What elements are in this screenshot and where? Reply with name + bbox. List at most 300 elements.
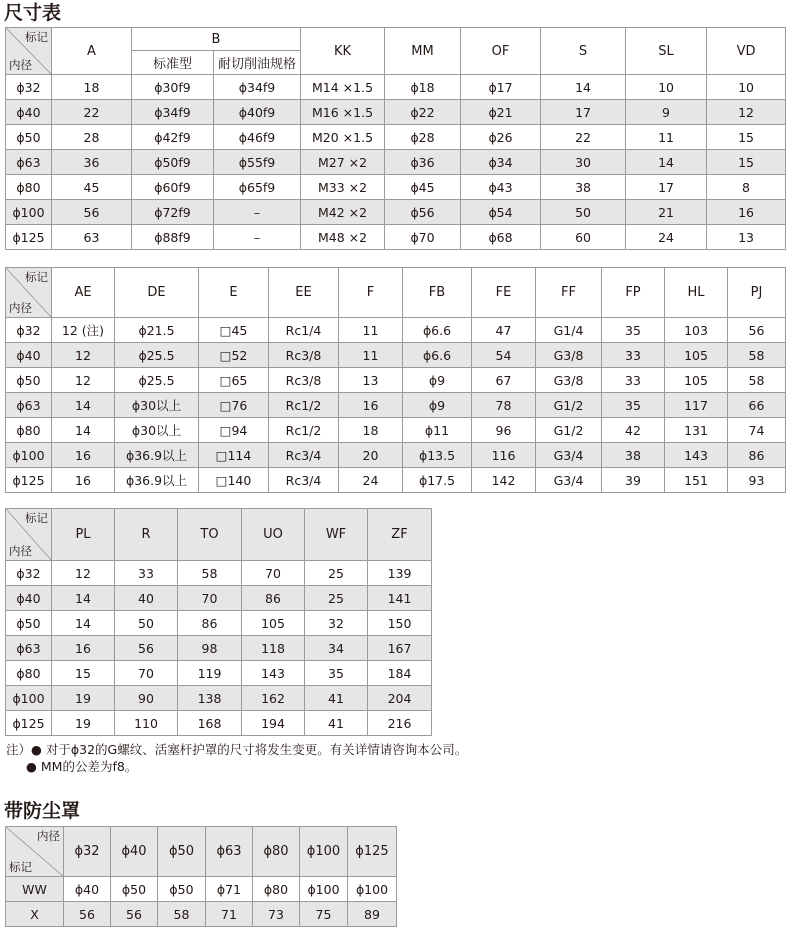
column-header: OF — [461, 28, 541, 75]
row-label-cell: ϕ100 — [6, 686, 52, 711]
table-cell: 16 — [52, 468, 115, 493]
table-row — [6, 100, 786, 125]
table-cell: 38 — [602, 443, 665, 468]
table-cell: G3/4 — [536, 443, 602, 468]
table-cell: 105 — [665, 343, 728, 368]
corner-label-bore: 内径 — [37, 829, 60, 843]
table-cell: 24 — [626, 225, 707, 250]
table-cell: □94 — [199, 418, 269, 443]
column-header: A — [52, 28, 132, 75]
table-cell: 118 — [242, 636, 305, 661]
corner-label-bore: 内径 — [9, 58, 32, 72]
table-cell: G1/2 — [536, 418, 602, 443]
table-cell: G3/8 — [536, 368, 602, 393]
table-cell: – — [214, 200, 301, 225]
row-label-cell: ϕ63 — [6, 393, 52, 418]
table-cell: ϕ55f9 — [214, 150, 301, 175]
table-cell: Rc3/4 — [269, 468, 339, 493]
table-cell: 18 — [339, 418, 403, 443]
table-cell: 10 — [626, 75, 707, 100]
table-cell: 70 — [115, 661, 178, 686]
table-cell: 21 — [626, 200, 707, 225]
table-cell: 93 — [728, 468, 786, 493]
corner-label-mark: 标记 — [9, 860, 32, 874]
corner-header-cell — [6, 509, 52, 561]
table-cell: 58 — [728, 368, 786, 393]
corner-label-mark: 标记 — [25, 270, 48, 284]
corner-header-cell — [6, 827, 64, 877]
table-cell: ϕ36 — [385, 150, 461, 175]
table-cell: 8 — [707, 175, 786, 200]
row-label-cell: ϕ40 — [6, 586, 52, 611]
table-cell: G1/2 — [536, 393, 602, 418]
table-cell: M48 ×2 — [301, 225, 385, 250]
table-cell: 12 — [707, 100, 786, 125]
table-cell: ϕ36.9以上 — [115, 443, 199, 468]
table-cell: 117 — [665, 393, 728, 418]
row-label-cell: ϕ32 — [6, 75, 52, 100]
table-cell: 41 — [305, 686, 368, 711]
table-cell: ϕ30f9 — [132, 75, 214, 100]
table-cell: ϕ100 — [300, 877, 348, 902]
table-cell: ϕ71 — [206, 877, 253, 902]
table-row — [6, 661, 432, 686]
row-label-cell: ϕ50 — [6, 368, 52, 393]
row-label-cell: ϕ32 — [6, 561, 52, 586]
table-cell: ϕ21.5 — [115, 318, 199, 343]
table-cell: 14 — [626, 150, 707, 175]
table-cell: Rc3/8 — [269, 343, 339, 368]
section-title-dust-cover: 带防尘罩 — [4, 800, 81, 822]
table-cell: 105 — [242, 611, 305, 636]
table-cell: Rc1/2 — [269, 393, 339, 418]
table-cell: □65 — [199, 368, 269, 393]
table-cell: 13 — [707, 225, 786, 250]
table-cell: 90 — [115, 686, 178, 711]
table-cell: 56 — [115, 636, 178, 661]
table-cell: 22 — [52, 100, 132, 125]
table-cell: 19 — [52, 711, 115, 736]
table-cell: ϕ46f9 — [214, 125, 301, 150]
table-cell: ϕ50 — [111, 877, 158, 902]
row-label-cell: ϕ32 — [6, 318, 52, 343]
table-cell: ϕ45 — [385, 175, 461, 200]
table-cell: M20 ×1.5 — [301, 125, 385, 150]
table-cell: 184 — [368, 661, 432, 686]
table-cell: ϕ36.9以上 — [115, 468, 199, 493]
table-cell: 89 — [348, 902, 397, 927]
table-cell: 63 — [52, 225, 132, 250]
row-label-cell: ϕ40 — [6, 100, 52, 125]
table-cell: ϕ18 — [385, 75, 461, 100]
table-cell: 35 — [602, 318, 665, 343]
table-cell: G1/4 — [536, 318, 602, 343]
table-cell: 56 — [728, 318, 786, 343]
table-cell: 41 — [305, 711, 368, 736]
table-cell: ϕ40f9 — [214, 100, 301, 125]
column-header: DE — [115, 268, 199, 318]
table-cell: 58 — [178, 561, 242, 586]
table-cell: 16 — [52, 636, 115, 661]
table-cell: 22 — [541, 125, 626, 150]
row-label-cell: ϕ50 — [6, 125, 52, 150]
table-row — [6, 150, 786, 175]
table-cell: 35 — [305, 661, 368, 686]
row-label-cell: ϕ80 — [6, 661, 52, 686]
table-cell: ϕ6.6 — [403, 343, 472, 368]
table-cell: 86 — [242, 586, 305, 611]
table-cell: 216 — [368, 711, 432, 736]
column-header: VD — [707, 28, 786, 75]
table-cell: 96 — [472, 418, 536, 443]
table-cell: 42 — [602, 418, 665, 443]
table-cell: 18 — [52, 75, 132, 100]
table-cell: 141 — [368, 586, 432, 611]
table-cell: 12 — [52, 368, 115, 393]
table-cell: 162 — [242, 686, 305, 711]
table-cell: 139 — [368, 561, 432, 586]
dust-cover-table — [5, 826, 397, 927]
table-row — [6, 125, 786, 150]
table-cell: ϕ21 — [461, 100, 541, 125]
table-cell: □45 — [199, 318, 269, 343]
table-cell: 45 — [52, 175, 132, 200]
table-row — [6, 368, 786, 393]
table-row — [6, 902, 397, 927]
corner-label-mark: 标记 — [25, 511, 48, 525]
column-header: FF — [536, 268, 602, 318]
column-header: KK — [301, 28, 385, 75]
table-cell: 12 (注) — [52, 318, 115, 343]
column-header: TO — [178, 509, 242, 561]
table2-body — [6, 318, 786, 493]
table-cell: 70 — [242, 561, 305, 586]
table-cell: ϕ28 — [385, 125, 461, 150]
table-cell: 47 — [472, 318, 536, 343]
table-cell: ϕ17 — [461, 75, 541, 100]
column-header: FP — [602, 268, 665, 318]
table-cell: 28 — [52, 125, 132, 150]
table-row — [6, 561, 432, 586]
column-header: ZF — [368, 509, 432, 561]
table-cell: 204 — [368, 686, 432, 711]
row-label-cell: ϕ100 — [6, 200, 52, 225]
table-cell: 14 — [52, 418, 115, 443]
column-header: MM — [385, 28, 461, 75]
notes — [6, 741, 467, 775]
row-label-cell: ϕ80 — [6, 175, 52, 200]
table-cell: 16 — [707, 200, 786, 225]
row-label-cell: ϕ50 — [6, 611, 52, 636]
table-cell: 35 — [602, 393, 665, 418]
dimension-table-3 — [5, 508, 432, 736]
table-cell: ϕ43 — [461, 175, 541, 200]
corner-header-cell — [6, 28, 52, 75]
table-row — [6, 318, 786, 343]
table-cell: M42 ×2 — [301, 200, 385, 225]
row-label-cell: ϕ100 — [6, 443, 52, 468]
table-cell: ϕ6.6 — [403, 318, 472, 343]
table-cell: □140 — [199, 468, 269, 493]
table-cell: 70 — [178, 586, 242, 611]
table-cell: ϕ50f9 — [132, 150, 214, 175]
table-row — [6, 468, 786, 493]
table-cell: 12 — [52, 343, 115, 368]
column-header: E — [199, 268, 269, 318]
table-cell: 167 — [368, 636, 432, 661]
table-cell: M14 ×1.5 — [301, 75, 385, 100]
table-cell: 151 — [665, 468, 728, 493]
table-cell: ϕ25.5 — [115, 368, 199, 393]
row-label-cell: ϕ80 — [6, 418, 52, 443]
table-cell: 33 — [602, 343, 665, 368]
table-cell: ϕ9 — [403, 368, 472, 393]
table-cell: ϕ42f9 — [132, 125, 214, 150]
section-title-dimensions: 尺寸表 — [4, 2, 62, 24]
table-cell: – — [214, 225, 301, 250]
table-row — [6, 75, 786, 100]
table-cell: ϕ26 — [461, 125, 541, 150]
table-cell: □52 — [199, 343, 269, 368]
table-cell: 9 — [626, 100, 707, 125]
table-cell: □114 — [199, 443, 269, 468]
column-header: R — [115, 509, 178, 561]
table-cell: ϕ40 — [64, 877, 111, 902]
table-row — [6, 443, 786, 468]
table-cell: 168 — [178, 711, 242, 736]
column-header: ϕ63 — [206, 827, 253, 877]
table-cell: G3/8 — [536, 343, 602, 368]
column-header: FE — [472, 268, 536, 318]
row-label-cell: WW — [6, 877, 64, 902]
row-label-cell: X — [6, 902, 64, 927]
table-cell: 66 — [728, 393, 786, 418]
table-cell: 50 — [115, 611, 178, 636]
table-cell: ϕ100 — [348, 877, 397, 902]
table-cell: 143 — [242, 661, 305, 686]
table-cell: 14 — [52, 611, 115, 636]
column-header: SL — [626, 28, 707, 75]
table-cell: 60 — [541, 225, 626, 250]
table-cell: Rc3/8 — [269, 368, 339, 393]
table-cell: ϕ17.5 — [403, 468, 472, 493]
column-header: ϕ100 — [300, 827, 348, 877]
column-subheader: 耐切削油规格 — [214, 51, 301, 75]
corner-label-mark: 标记 — [25, 30, 48, 44]
table-cell: 50 — [541, 200, 626, 225]
table-cell: ϕ30以上 — [115, 393, 199, 418]
table-row — [6, 343, 786, 368]
column-header: ϕ125 — [348, 827, 397, 877]
table-cell: 16 — [339, 393, 403, 418]
table-cell: 11 — [626, 125, 707, 150]
table-cell: 142 — [472, 468, 536, 493]
column-header: PL — [52, 509, 115, 561]
column-header: ϕ32 — [64, 827, 111, 877]
table-cell: 56 — [64, 902, 111, 927]
table-cell: 143 — [665, 443, 728, 468]
table-cell: 30 — [541, 150, 626, 175]
table-cell: ϕ68 — [461, 225, 541, 250]
row-label-cell: ϕ125 — [6, 711, 52, 736]
table-cell: ϕ34 — [461, 150, 541, 175]
table-cell: 15 — [707, 150, 786, 175]
column-subheader: 标准型 — [132, 51, 214, 75]
table-cell: 36 — [52, 150, 132, 175]
table-cell: ϕ80 — [253, 877, 300, 902]
table-cell: 58 — [728, 343, 786, 368]
table1-body — [6, 75, 786, 250]
table-cell: ϕ34f9 — [214, 75, 301, 100]
table-cell: ϕ70 — [385, 225, 461, 250]
column-header: WF — [305, 509, 368, 561]
table-cell: 86 — [728, 443, 786, 468]
table-cell: ϕ88f9 — [132, 225, 214, 250]
table-cell: 131 — [665, 418, 728, 443]
table-cell: 73 — [253, 902, 300, 927]
table-row — [6, 711, 432, 736]
table-cell: 150 — [368, 611, 432, 636]
table-row — [6, 200, 786, 225]
column-header: FB — [403, 268, 472, 318]
table-cell: 138 — [178, 686, 242, 711]
table-cell: 98 — [178, 636, 242, 661]
table-cell: 14 — [52, 393, 115, 418]
table-cell: 116 — [472, 443, 536, 468]
table-cell: 103 — [665, 318, 728, 343]
dimension-table-1 — [5, 27, 786, 250]
dimension-table-2 — [5, 267, 786, 493]
table-cell: □76 — [199, 393, 269, 418]
table-cell: 78 — [472, 393, 536, 418]
table-row — [6, 175, 786, 200]
table-cell: ϕ72f9 — [132, 200, 214, 225]
table-cell: Rc3/4 — [269, 443, 339, 468]
table-cell: 54 — [472, 343, 536, 368]
table-cell: 20 — [339, 443, 403, 468]
table-cell: Rc1/4 — [269, 318, 339, 343]
table-cell: ϕ54 — [461, 200, 541, 225]
table-cell: 15 — [52, 661, 115, 686]
table4-body — [6, 877, 397, 927]
table-row — [6, 225, 786, 250]
table-cell: 67 — [472, 368, 536, 393]
column-header: AE — [52, 268, 115, 318]
column-header: ϕ50 — [158, 827, 206, 877]
table-cell: 56 — [111, 902, 158, 927]
table-row — [6, 586, 432, 611]
corner-header-cell — [6, 268, 52, 318]
column-header: UO — [242, 509, 305, 561]
column-header: ϕ80 — [253, 827, 300, 877]
note-line: ● MM的公差为f8。 — [26, 759, 138, 774]
row-label-cell: ϕ63 — [6, 150, 52, 175]
row-label-cell: ϕ125 — [6, 225, 52, 250]
row-label-cell: ϕ63 — [6, 636, 52, 661]
table-row — [6, 418, 786, 443]
table-cell: 14 — [52, 586, 115, 611]
row-label-cell: ϕ40 — [6, 343, 52, 368]
table-cell: ϕ22 — [385, 100, 461, 125]
table-cell: 13 — [339, 368, 403, 393]
column-header: PJ — [728, 268, 786, 318]
table-cell: 105 — [665, 368, 728, 393]
table3-body — [6, 561, 432, 736]
table-cell: ϕ60f9 — [132, 175, 214, 200]
table-cell: ϕ34f9 — [132, 100, 214, 125]
table-row — [6, 686, 432, 711]
table-cell: 25 — [305, 586, 368, 611]
table-cell: 33 — [602, 368, 665, 393]
table-cell: 86 — [178, 611, 242, 636]
table-cell: 58 — [158, 902, 206, 927]
row-label-cell: ϕ125 — [6, 468, 52, 493]
table-cell: 14 — [541, 75, 626, 100]
table-cell: ϕ56 — [385, 200, 461, 225]
table-cell: ϕ30以上 — [115, 418, 199, 443]
table-cell: 38 — [541, 175, 626, 200]
table-cell: 74 — [728, 418, 786, 443]
table-cell: M27 ×2 — [301, 150, 385, 175]
table-cell: 33 — [115, 561, 178, 586]
table-cell: 17 — [541, 100, 626, 125]
table-cell: 24 — [339, 468, 403, 493]
table-cell: 25 — [305, 561, 368, 586]
table-cell: ϕ13.5 — [403, 443, 472, 468]
table-cell: 119 — [178, 661, 242, 686]
table-cell: 32 — [305, 611, 368, 636]
column-header: B — [132, 28, 301, 51]
table-row — [6, 636, 432, 661]
table-cell: 56 — [52, 200, 132, 225]
table-cell: 12 — [52, 561, 115, 586]
table-cell: 11 — [339, 318, 403, 343]
table-cell: 40 — [115, 586, 178, 611]
table-cell: ϕ9 — [403, 393, 472, 418]
table-cell: Rc1/2 — [269, 418, 339, 443]
table-cell: G3/4 — [536, 468, 602, 493]
column-header: HL — [665, 268, 728, 318]
table-row — [6, 611, 432, 636]
table-row — [6, 393, 786, 418]
corner-label-bore: 内径 — [9, 301, 32, 315]
note-line: 注）● 对于ϕ32的G螺纹、活塞杆护罩的尺寸将发生变更。有关详情请咨询本公司。 — [6, 742, 468, 757]
corner-label-bore: 内径 — [9, 544, 32, 558]
table-cell: 17 — [626, 175, 707, 200]
table-cell: ϕ65f9 — [214, 175, 301, 200]
table-cell: 75 — [300, 902, 348, 927]
table-cell: 16 — [52, 443, 115, 468]
column-header: S — [541, 28, 626, 75]
table-cell: 34 — [305, 636, 368, 661]
table-cell: 10 — [707, 75, 786, 100]
column-header: EE — [269, 268, 339, 318]
table-cell: 194 — [242, 711, 305, 736]
table-cell: 15 — [707, 125, 786, 150]
table-cell: M16 ×1.5 — [301, 100, 385, 125]
table-cell: 11 — [339, 343, 403, 368]
table-cell: 110 — [115, 711, 178, 736]
table-cell: 71 — [206, 902, 253, 927]
table-cell: ϕ50 — [158, 877, 206, 902]
table-row — [6, 877, 397, 902]
table-cell: 39 — [602, 468, 665, 493]
table-cell: ϕ11 — [403, 418, 472, 443]
table-cell: 19 — [52, 686, 115, 711]
table-cell: ϕ25.5 — [115, 343, 199, 368]
column-header: F — [339, 268, 403, 318]
table-cell: M33 ×2 — [301, 175, 385, 200]
